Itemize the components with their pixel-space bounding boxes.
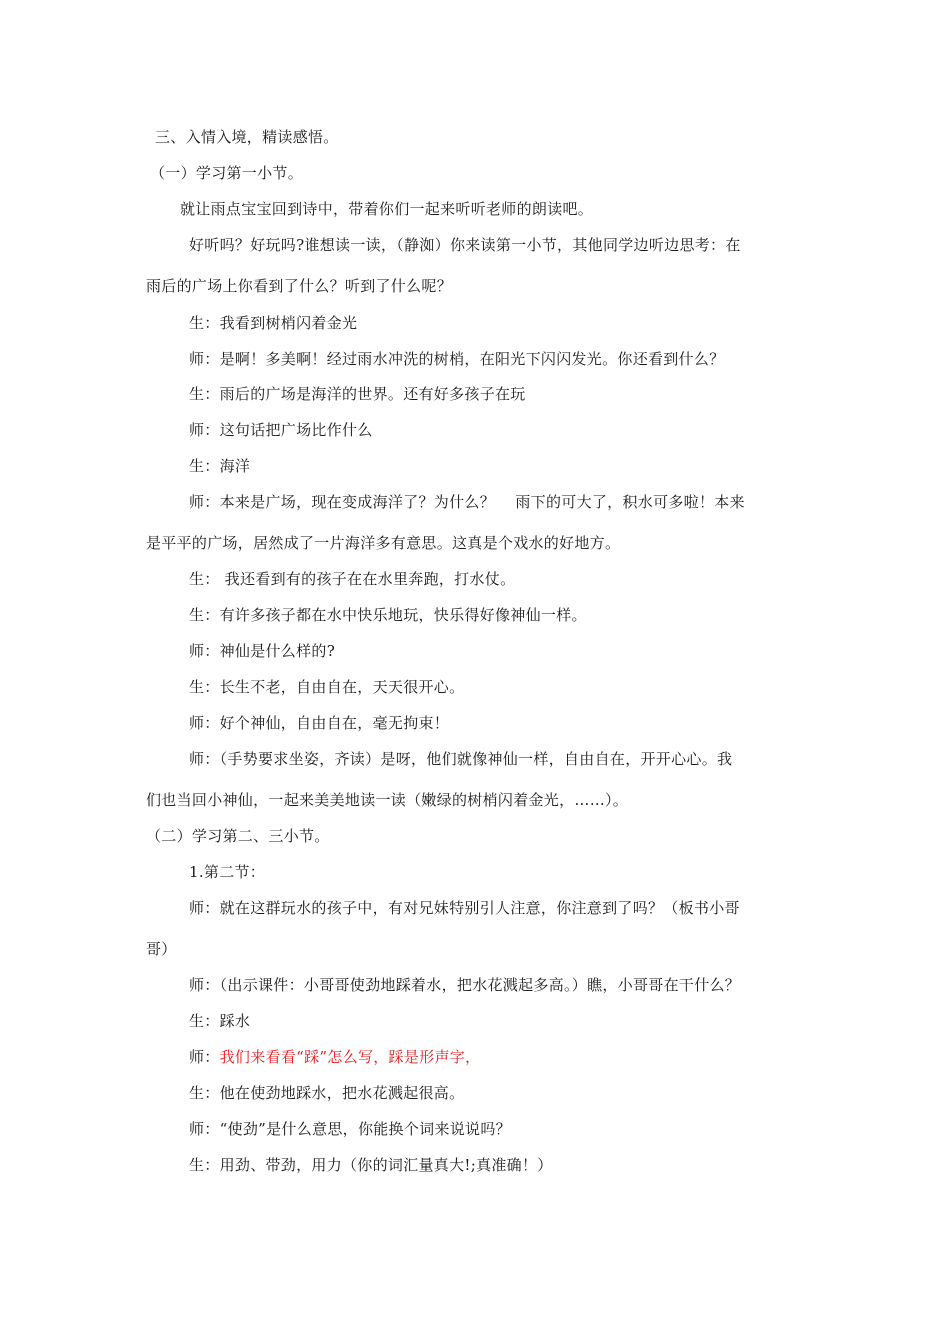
dialogue-line: 生： 我还看到有的孩子在在水里奔跑，打水仗。 — [189, 570, 516, 588]
dialogue-line-highlighted — [189, 1047, 480, 1067]
dialogue-line: 生：有许多孩子都在水中快乐地玩，快乐得好像神仙一样。 — [189, 606, 587, 624]
highlighted-text: 我们来看看“踩”怎么写，踩是形声字， — [219, 1048, 481, 1066]
paragraph-continuation: 哥） — [146, 940, 177, 958]
dialogue-line: 生：踩水 — [189, 1012, 251, 1030]
dialogue-line: 师：（出示课件：小哥哥使劲地踩着水，把水花溅起多高。）瞧，小哥哥在干什么？ — [189, 976, 741, 994]
subsection-heading-1: （一）学习第一小节。 — [150, 164, 304, 182]
subsection-heading-2: （二）学习第二、三小节。 — [146, 827, 330, 845]
paragraph-continuation: 雨后的广场上你看到了什么？听到了什么呢？ — [146, 277, 453, 295]
dialogue-line: 师：这句话把广场比作什么 — [189, 421, 373, 439]
paragraph: 好听吗？好玩吗?谁想读一读，（静洳）你来读第一小节，其他同学边听边思考：在 — [189, 236, 741, 254]
speaker-label: 师： — [189, 1048, 220, 1066]
dialogue-line: 师：就在这群玩水的孩子中，有对兄妹特别引人注意，你注意到了吗？（板书小哥 — [189, 899, 740, 917]
dialogue-line: 师：“使劲”是什么意思，你能换个词来说说吗？ — [189, 1120, 511, 1138]
section-heading-3: 三、入情入境，精读感悟。 — [155, 128, 339, 146]
dialogue-line: 生：海洋 — [189, 457, 251, 475]
paragraph: 就让雨点宝宝回到诗中，带着你们一起来听听老师的朗读吧。 — [180, 200, 594, 218]
dialogue-line: 生：长生不老，自由自在，天天很开心。 — [189, 678, 465, 696]
dialogue-line: 师：神仙是什么样的? — [189, 642, 336, 660]
dialogue-line: 生：雨后的广场是海洋的世界。还有好多孩子在玩 — [189, 385, 526, 403]
dialogue-line: 师：（手势要求坐姿，齐读）是呀，他们就像神仙一样，自由自在，开开心心。我 — [189, 750, 733, 768]
dialogue-line: 师：好个神仙，自由自在，毫无拘束！ — [189, 714, 450, 732]
dialogue-line: 生：用劲、带劲，用力（你的词汇量真大!;真准确！） — [189, 1156, 553, 1174]
numbered-item: 1.第二节： — [189, 863, 266, 881]
dialogue-line: 师：本来是广场，现在变成海洋了？为什么？ 雨下的可大了，积水可多啦！本来 — [189, 493, 745, 511]
paragraph-continuation: 是平平的广场，居然成了一片海洋多有意思。这真是个戏水的好地方。 — [146, 534, 621, 552]
paragraph-continuation: 们也当回小神仙，一起来美美地读一读（嫩绿的树梢闪着金光，……）。 — [146, 791, 629, 809]
dialogue-line: 生：他在使劲地踩水，把水花溅起很高。 — [189, 1084, 465, 1102]
dialogue-line: 师：是啊！多美啊！经过雨水冲洗的树梢，在阳光下闪闪发光。你还看到什么？ — [189, 350, 725, 368]
dialogue-line: 生：我看到树梢闪着金光 — [189, 314, 358, 332]
